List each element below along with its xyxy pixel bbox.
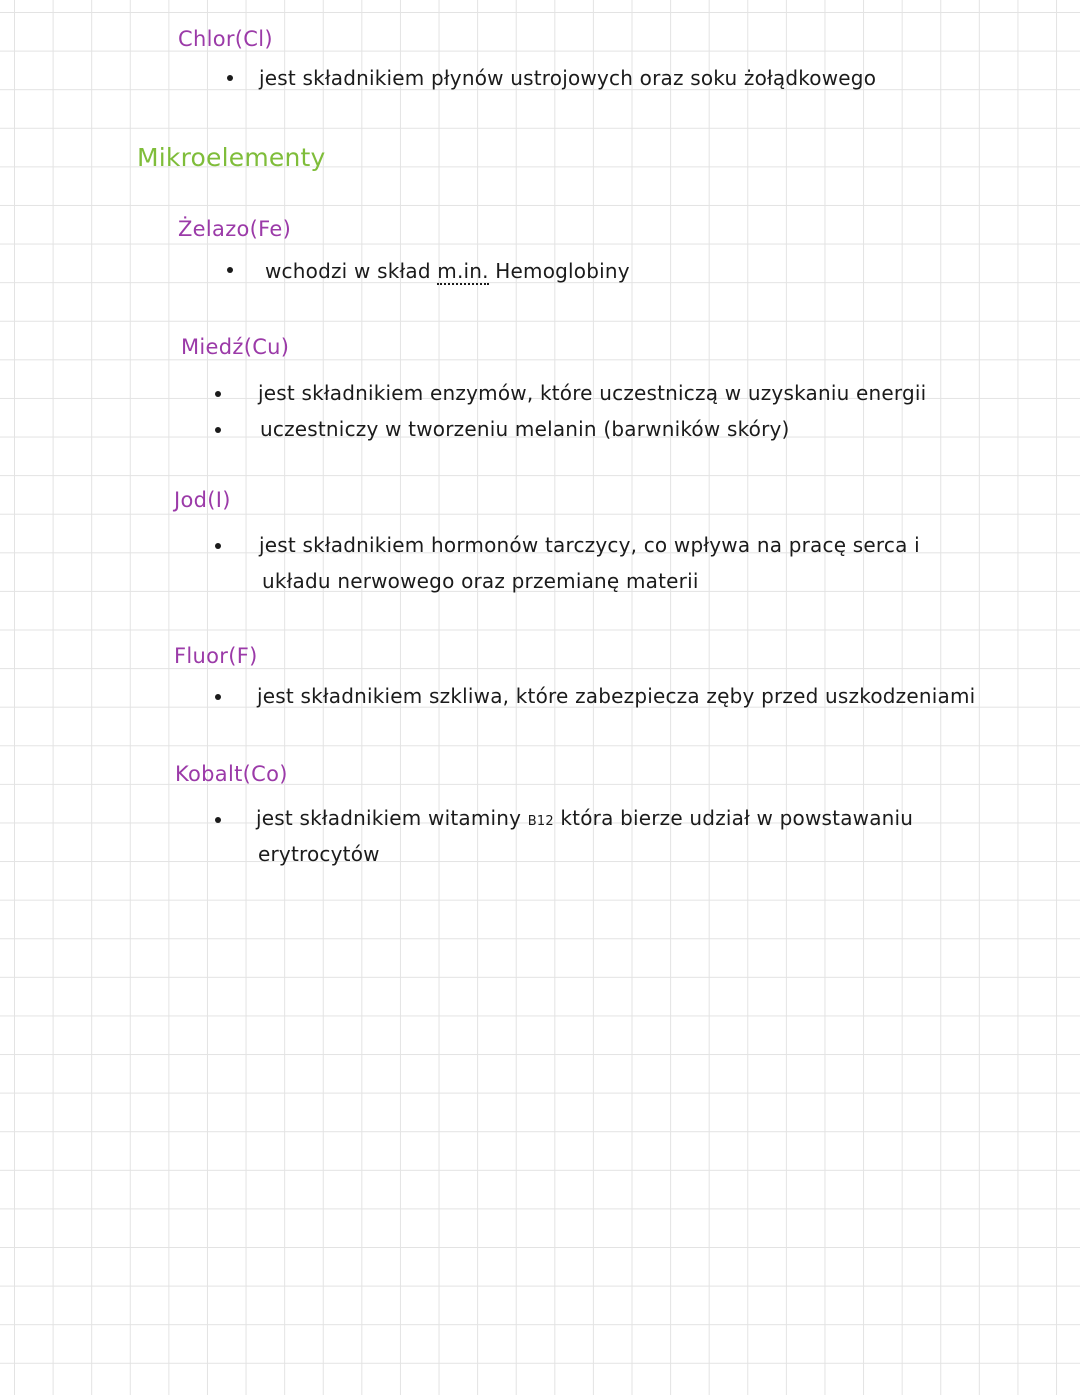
bullet: [215, 694, 221, 700]
bullet: [215, 427, 221, 433]
heading-miedz: Miedź(Cu): [181, 335, 290, 359]
jod-item-line-2: układu nerwowego oraz przemianę materii: [262, 569, 699, 593]
bullet: [215, 543, 221, 549]
miedz-item-1: jest składnikiem enzymów, które uczestniczą w uzyskaniu energii: [258, 381, 927, 405]
abbreviation-min: m.in.: [437, 259, 489, 283]
jod-item-line-1: jest składnikiem hormonów tarczycy, co wpływa na pracę serca i: [259, 533, 920, 557]
heading-jod: Jod(I): [174, 488, 231, 512]
zelazo-item-1: [265, 261, 630, 281]
kobalt-item-line-1: [256, 808, 913, 828]
bullet: [227, 75, 233, 81]
vitamin-b12-label: B12: [527, 814, 554, 829]
miedz-item-2: uczestniczy w tworzeniu melanin (barwników skóry): [260, 417, 790, 441]
zelazo-item-text-before: wchodzi w skład: [265, 259, 438, 283]
kobalt-item-text-before: jest składnikiem witaminy: [256, 806, 528, 830]
chlor-item-1: jest składnikiem płynów ustrojowych oraz soku żołądkowego: [259, 66, 877, 90]
bullet: [215, 391, 221, 397]
heading-zelazo: Żelazo(Fe): [178, 217, 292, 241]
zelazo-item-text-after: Hemoglobiny: [488, 259, 630, 283]
section-title-mikroelementy: Mikroelementy: [137, 143, 326, 172]
fluor-item-1: jest składnikiem szkliwa, które zabezpiecza zęby przed uszkodzeniami: [257, 684, 976, 708]
heading-fluor: Fluor(F): [174, 644, 258, 668]
kobalt-item-line-2: erytrocytów: [258, 842, 380, 866]
heading-chlor: Chlor(Cl): [178, 27, 273, 51]
heading-kobalt: Kobalt(Co): [175, 762, 288, 786]
kobalt-item-text-after: która bierze udział w powstawaniu: [553, 806, 914, 830]
bullet: [215, 817, 221, 823]
bullet: [227, 267, 233, 273]
